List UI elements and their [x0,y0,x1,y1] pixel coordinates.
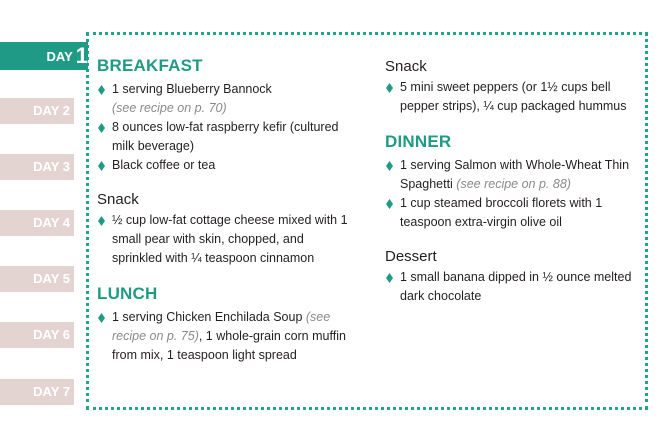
list-item [385,78,645,116]
dinner-section [385,132,645,232]
day-tab-5[interactable]: DAY 5 [0,266,74,292]
right-column [385,58,645,322]
diamond-bullet-icon [98,313,105,323]
recipe-reference: (see recipe on p. 70) [112,101,227,115]
diamond-bullet-icon [98,216,105,226]
breakfast-heading: BREAKFAST [97,56,203,75]
list-item [97,156,357,175]
list-item [97,80,357,118]
lunch-section [97,284,357,365]
diamond-bullet-icon [98,161,105,171]
list-item [385,156,645,194]
dessert-section [385,248,645,306]
item-text: 1 serving Chicken Enchilada Soup [112,310,306,324]
item-text: 1 small banana dipped in ½ ounce melted dark chocolate [400,270,632,303]
snack-heading: Snack [97,191,139,208]
dessert-heading: Dessert [385,248,437,265]
day-tab-4[interactable]: DAY 4 [0,210,74,236]
diamond-bullet-icon [386,83,393,93]
diamond-bullet-icon [386,273,393,283]
day-tab-2[interactable]: DAY 2 [0,98,74,124]
list-item [385,268,645,306]
day-tab-1[interactable] [0,42,88,70]
item-text: 1 cup steamed broccoli florets with 1 teaspoon extra-virgin olive oil [400,196,603,229]
item-text: , 1 whole-grain corn muffin from mix, 1 teaspoon light spread [112,329,346,362]
recipe-reference: (see recipe on p. 75) [112,310,331,343]
dinner-heading: DINNER [385,132,452,151]
diamond-bullet-icon [386,161,393,171]
item-text: 1 serving Salmon with Whole-Wheat Thin Spaghetti [400,158,630,191]
diamond-bullet-icon [386,199,393,209]
day-tab-1-label: DAY [46,49,73,64]
day-tab-7[interactable]: DAY 7 [0,379,74,405]
recipe-reference: (see recipe on p. 88) [456,177,571,191]
snack-section-1 [97,191,357,268]
diamond-bullet-icon [98,123,105,133]
item-text: 1 serving Blueberry Bannock [112,82,272,96]
list-item [385,194,645,232]
snack-section-2 [385,58,645,116]
list-item [97,308,357,365]
snack-heading: Snack [385,58,427,75]
day-tab-1-number: 1 [75,43,88,68]
list-item [97,118,357,156]
diamond-bullet-icon [98,85,105,95]
day-tab-6[interactable]: DAY 6 [0,322,74,348]
item-text: 8 ounces low-fat raspberry kefir (cultured milk beverage) [112,120,339,153]
day-tab-3[interactable]: DAY 3 [0,154,74,180]
item-text: Black coffee or tea [112,158,216,172]
item-text: 5 mini sweet peppers (or 1½ cups bell pepper strips), ¼ cup packaged hummus [400,80,627,113]
left-column [97,56,357,381]
breakfast-section [97,56,357,175]
item-text: ½ cup low-fat cottage cheese mixed with 1 small pear with skin, chopped, and sprinkled with ¼ teaspoon cinnamon [112,213,348,265]
lunch-heading: LUNCH [97,284,158,303]
list-item [97,211,357,268]
